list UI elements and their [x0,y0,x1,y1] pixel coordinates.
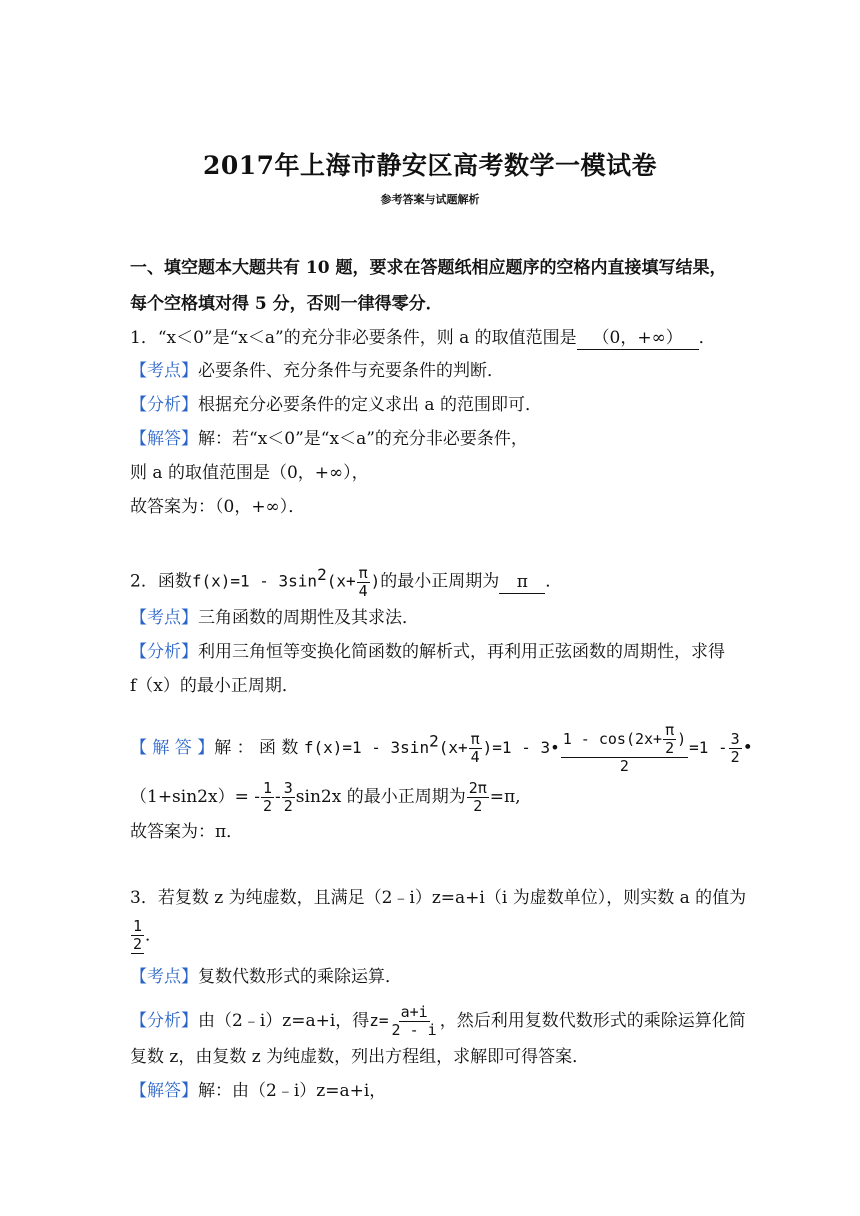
q2-jieda-eq1: =1 - 3• [492,738,560,757]
jieda-tag: 【解答】 [130,1081,198,1101]
jieda-tag: 【 解 答 】 [130,738,215,758]
q2-twopi-over-2 [467,780,489,815]
q2-cos-denominator: 2 [619,757,629,775]
q2-stem-suffix: 的最小正周期为 [380,571,500,592]
q2-cos-close: ) [677,730,687,748]
q2-jieda-pi-over-4 [469,731,482,766]
q2-jieda-paren-close: ) [482,738,493,757]
q2-three-halves [729,731,742,766]
q3-z-eq: z= [369,1011,389,1030]
q2-paren-close: ) [370,571,381,591]
kaodian-tag: 【考点】 [130,361,198,381]
fenxi-tag: 【分析】 [130,395,198,415]
q2-twopi: 2π [468,779,487,797]
q2-cos-two: 2 [665,739,675,757]
jieda-tag: 【解答】 [130,429,198,449]
q3-stem-line2 [130,918,162,954]
q2-cos-pi-over-2 [663,722,676,757]
q2-fenxi-line1: 利用三角恒等变换化简函数的解析式，再利用正弦函数的周期性，求得 [198,642,725,662]
q2-jieda-line3: 故答案为：π． [130,822,244,842]
q2-three-b: 3 [283,779,293,797]
q2-jieda-line2 [130,780,521,815]
q2-fenxi-line2: f（x）的最小正周期． [130,676,299,696]
q2-stem-prefix: 2．函数 [130,571,192,592]
q3-frac-den: 2 - i [391,1021,437,1039]
kaodian-tag: 【考点】 [130,608,198,628]
section-heading-line1: 一、填空题本大题共有 10 题，要求在答题纸相应题序的空格内直接填写结果， [130,258,727,278]
q2-kaodian [130,606,419,630]
q2-stem [130,563,562,600]
q2-jieda-paren-open: (x+ [438,738,468,757]
q2-square: 2 [317,565,327,584]
q2-pi: π [358,563,368,582]
q1-jieda-line1: 解：若“x＜0”是“x＜a”的充分非必要条件， [198,429,528,449]
q3-fenxi [130,1004,746,1039]
q1-fenxi [130,393,542,417]
kaodian-tag: 【考点】 [130,967,198,987]
q3-frac-num: a+i [400,1003,428,1021]
q2-cos-text: 1 - cos(2x+ [562,730,663,748]
q1-stem-end: ． [698,328,716,348]
q2-jieda-eq2: =1 - [689,738,728,757]
q2-jieda-four: 4 [470,748,480,766]
q2-jieda-square: 2 [429,731,439,751]
document-title: 2017年上海市静安区高考数学一模试卷 [202,151,658,180]
q3-stem-line1: 3．若复数 z 为纯虚数，且满足（2﹣i）z=a+i（i 为虚数单位），则实数 a 的值为 [130,888,747,908]
q2-pi-over-4 [357,565,370,600]
q2-stem-end: ． [545,571,563,592]
q2-one-half [261,780,274,815]
q1-stem [130,326,716,350]
q2-line2-b: sin2x 的最小正周期为 [295,787,466,807]
q3-answer-blank [131,918,144,954]
q2-cos-numerator [561,722,688,758]
q2-three-halves-b [282,780,295,815]
q2-func: f(x)=1 - 3sin [191,571,318,591]
q2-cos-pi: π [665,721,675,739]
q2-kaodian-text: 三角函数的周期性及其求法． [198,608,419,628]
q3-kaodian-text: 复数代数形式的乘除运算． [198,967,402,987]
q3-kaodian [130,965,402,989]
fenxi-tag: 【分析】 [130,1011,198,1031]
q2-jieda [130,722,753,775]
q1-stem-text: 1．“x＜0”是“x＜a”的充分非必要条件，则 a 的取值范围是 [130,328,577,348]
q2-four: 4 [358,581,368,600]
q3-stem-end: ． [145,925,163,946]
q1-kaodian [130,359,504,383]
q1-fenxi-text: 根据充分必要条件的定义求出 a 的范围即可． [198,395,542,415]
document-subtitle: 参考答案与试题解析 [380,193,480,206]
q3-jieda [130,1079,386,1103]
q2-jieda-func: f(x)=1 - 3sin [303,738,430,757]
q2-two-b: 2 [262,797,272,815]
q2-fenxi [130,640,725,664]
q2-three: 3 [730,730,740,748]
q2-minus: - [275,787,281,807]
q3-fenxi-b: ，然后利用复数代数形式的乘除运算化简 [439,1011,746,1031]
q2-dot: • [742,738,753,758]
q3-fenxi-a: 由（2﹣i）z=a+i，得 [198,1011,370,1031]
q3-ans-num: 1 [133,917,143,935]
q2-two-c: 2 [283,797,293,815]
q3-jieda-line1: 解：由（2﹣i）z=a+i， [198,1081,387,1101]
section-heading-line2: 每个空格填对得 5 分，否则一律得零分． [130,294,443,314]
q2-two: 2 [730,748,740,766]
q2-line2-c: =π, [489,787,521,807]
q1-answer-blank: （0，+∞） [577,327,699,350]
q3-fenxi-line2: 复数 z，由复数 z 为纯虚数，列出方程组，求解即可得答案． [130,1047,590,1067]
q1-jieda-line3: 故答案为：（0，+∞）． [130,497,306,517]
q3-fraction [390,1004,439,1039]
fenxi-tag: 【分析】 [130,642,198,662]
q1-jieda [130,427,528,451]
q3-ans-den: 2 [133,935,143,953]
q2-jieda-lead: 解 ： 函 数 [214,738,299,758]
q2-answer-blank: π [499,571,545,594]
q1-jieda-line2: 则 a 的取值范围是（0，+∞）， [130,463,369,483]
q2-paren-open: (x+ [326,571,356,591]
q1-kaodian-text: 必要条件、充分条件与充要条件的判断． [198,361,504,381]
q2-two-d: 2 [473,797,483,815]
q2-line2-a: （1+sin2x）= - [130,787,260,807]
q2-cos-fraction [561,722,688,775]
q2-one: 1 [262,779,272,797]
q2-jieda-pi: π [470,730,480,748]
